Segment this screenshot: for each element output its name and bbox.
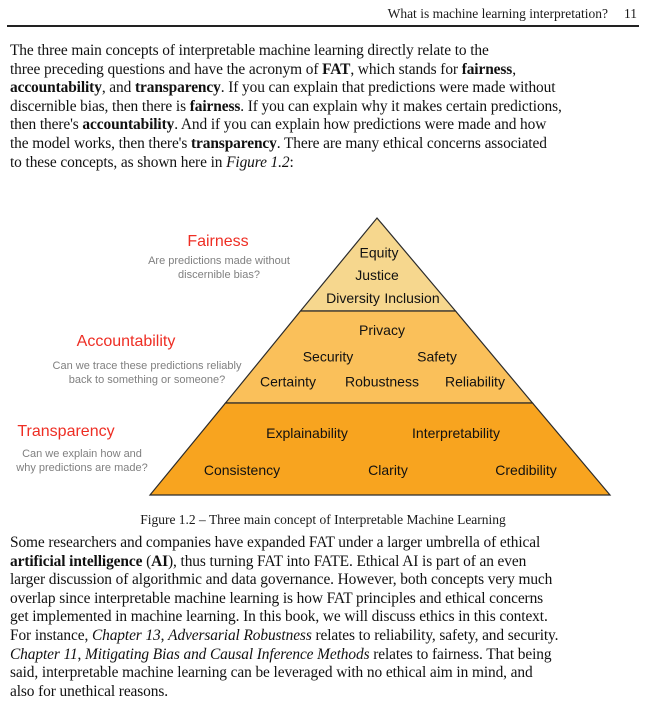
transparency-question [7, 448, 157, 475]
pyramid-item-clarity: Clarity [368, 462, 408, 478]
text-line: to these concepts, as shown here in Figure 1.2: [10, 153, 294, 171]
text-line: larger discussion of algorithmic and data governance. However, both concepts very much [10, 571, 553, 589]
pyramid-tier-transparency [150, 403, 610, 495]
pyramid-item-security: Security [302, 348, 354, 365]
accountability-question-line1: Can we trace these predictions reliably [52, 360, 242, 372]
transparency-question-line1: Can we explain how and [22, 448, 142, 460]
text-line: artificial intelligence (AI), thus turning FAT into FATE. Ethical AI is part of an even [10, 552, 527, 570]
transparency-label: Transparency [17, 423, 115, 440]
pyramid-item-justice: Justice [355, 267, 399, 283]
fat-pyramid-figure [0, 205, 646, 505]
text-line: overlap since interpretable machine learning is how FAT principles and ethical concerns [10, 589, 544, 607]
fairness-label: Fairness [187, 233, 249, 250]
text-line: Chapter 11, Mitigating Bias and Causal Inference Methods relates to fairness. That being [10, 645, 552, 663]
text-line: For instance, Chapter 13, Adversarial Robustness relates to reliability, safety, and security. [10, 626, 559, 644]
pyramid-item-diversity: Diversity [326, 290, 380, 306]
header-rule [7, 25, 639, 27]
running-head [0, 6, 637, 22]
figure-caption: Figure 1.2 – Three main concept of Interpretable Machine Learning [140, 512, 506, 527]
pyramid-item-privacy: Privacy [359, 322, 405, 338]
accountability-question [52, 360, 242, 387]
text-line: discernible bias, then there is fairness. If you can explain why it makes certain predictions, [10, 97, 562, 115]
intro-paragraph [10, 42, 640, 172]
pyramid-item-inclusion: Inclusion [384, 290, 440, 306]
pyramid-item-robustness: Robustness [345, 373, 419, 390]
pyramid-item-consistency: Consistency [203, 462, 281, 478]
text-line: three preceding questions and have the acronym of FAT, which stands for fairness, [10, 60, 516, 78]
text-line: said, interpretable machine learning can be leveraged with no ethical aim in mind, and [10, 664, 533, 682]
accountability-label: Accountability [76, 333, 176, 350]
text-line: get implemented in machine learning. In this book, we will discuss ethics in this context. [10, 608, 548, 626]
fairness-question-line2: discernible bias? [178, 268, 260, 281]
fairness-question-line1: Are predictions made without [148, 255, 290, 267]
pyramid-item-equity: Equity [359, 244, 399, 261]
text-line: Some researchers and companies have expanded FAT under a larger umbrella of ethical [10, 534, 541, 551]
transparency-question-line2: why predictions are made? [16, 461, 148, 474]
fairness-question [134, 255, 304, 282]
pyramid-item-reliability: Reliability [445, 373, 505, 390]
text-line: also for unethical reasons. [10, 682, 168, 700]
pyramid-item-interpretability: Interpretability [412, 425, 500, 441]
closing-paragraph [10, 534, 640, 701]
text-line: then there's accountability. And if you can explain how predictions were made and how [10, 116, 547, 134]
page-number: 11 [624, 6, 637, 21]
accountability-question-line2: back to something or someone? [68, 373, 226, 386]
running-head-title: What is machine learning interpretation? [387, 6, 608, 21]
text-line: the model works, then there's transparency. There are many ethical concerns associated [10, 134, 547, 152]
pyramid-item-certainty: Certainty [259, 373, 317, 390]
text-line: The three main concepts of interpretable machine learning directly relate to the [10, 42, 489, 59]
pyramid-item-explainability: Explainability [266, 425, 348, 441]
pyramid-item-safety: Safety [417, 348, 457, 365]
pyramid-item-credibility: Credibility [495, 462, 557, 478]
text-line: accountability, and transparency. If you can explain that predictions were made without [10, 79, 556, 97]
